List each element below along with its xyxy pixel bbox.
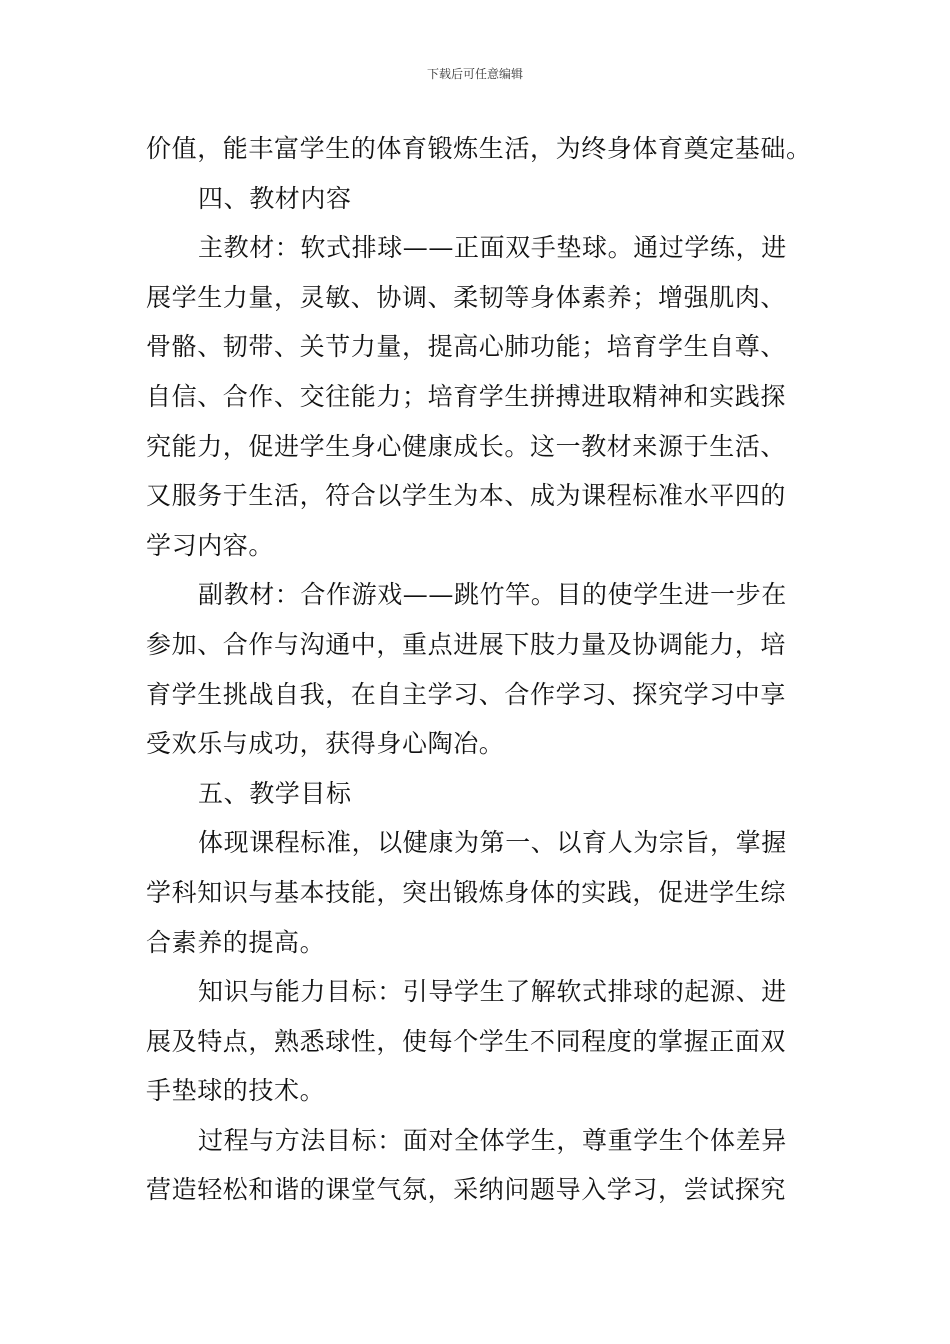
text-line: 育学生挑战自我，在自主学习、合作学习、探究学习中享 — [146, 679, 787, 709]
text-line: 骨骼、韧带、关节力量，提高心肺功能；培育学生自尊、 — [146, 332, 787, 362]
text-line: 展学生力量，灵敏、协调、柔韧等身体素养；增强肌肉、 — [146, 282, 787, 312]
text-line: 自信、合作、交往能力；培育学生拼搏进取精神和实践探 — [146, 381, 787, 411]
text-line: 参加、合作与沟通中，重点进展下肢力量及协调能力，培 — [146, 629, 787, 659]
text-line: 手垫球的技术。 — [146, 1076, 326, 1106]
document-body — [146, 124, 810, 1215]
text-line: 价值，能丰富学生的体育锻炼生活，为终身体育奠定基础。 — [146, 134, 812, 163]
page-header: 下载后可任意编辑 — [426, 67, 523, 81]
text-line: 营造轻松和谐的课堂气氛，采纳问题导入学习，尝试探究 — [146, 1175, 787, 1205]
text-line: 知识与能力目标：引导学生了解软式排球的起源、进 — [198, 977, 787, 1007]
text-line: 受欢乐与成功，获得身心陶冶。 — [146, 729, 505, 759]
text-line: 展及特点，熟悉球性，使每个学生不同程度的掌握正面双 — [146, 1026, 787, 1056]
text-line: 副教材：合作游戏——跳竹竿。目的使学生进一步在 — [198, 580, 787, 610]
text-line: 主教材：软式排球——正面双手垫球。通过学练，进 — [198, 233, 787, 263]
text-line: 学科知识与基本技能，突出锻炼身体的实践，促进学生综 — [146, 877, 787, 907]
text-line: 合素养的提高。 — [146, 927, 326, 957]
section-heading: 五、教学目标 — [198, 778, 352, 808]
text-line: 又服务于生活，符合以学生为本、成为课程标准水平四的 — [146, 481, 787, 511]
text-line: 究能力，促进学生身心健康成长。这一教材来源于生活、 — [146, 431, 787, 461]
section-heading: 四、教材内容 — [198, 183, 352, 213]
text-line: 过程与方法目标：面对全体学生，尊重学生个体差异 — [198, 1125, 787, 1155]
text-line: 体现课程标准，以健康为第一、以育人为宗旨，掌握 — [198, 828, 787, 858]
text-line: 学习内容。 — [146, 530, 275, 560]
